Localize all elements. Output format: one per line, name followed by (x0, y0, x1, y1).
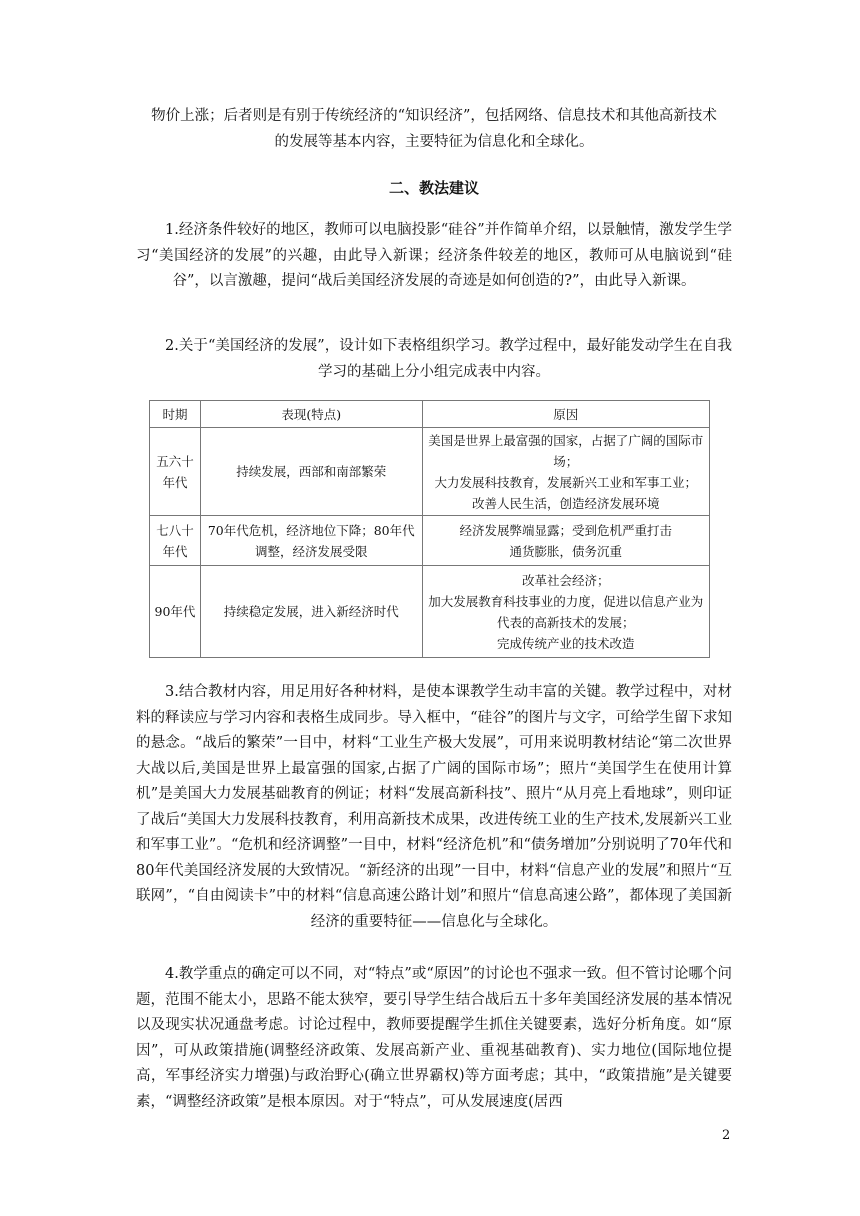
reason-line: 加大发展教育科技事业的力度，促进以信息产业为代表的高新技术的发展； (428, 593, 704, 630)
paragraph-2: 2.关于“美国经济的发展”，设计如下表格组织学习。教学过程中，最好能发动学生在自我学习的基础上分小组完成表中内容。 (165, 338, 732, 380)
economy-table (149, 400, 710, 658)
intro-line-1: 物价上涨；后者则是有别于传统经济的“知识经济”，包括网络、信息技术和其他高新技术 (151, 108, 717, 124)
reason-line: 经济发展弊端显露；受到危机严重打击 (459, 522, 673, 538)
header-reason: 原因 (422, 401, 709, 428)
table-row (150, 428, 710, 516)
section-title: 二、教法建议 (388, 179, 479, 197)
period-cell: 90年代 (150, 566, 201, 658)
paragraph-4: 4.教学重点的确定可以不同，对“特点”或“原因”的讨论也不强求一致。但不管讨论哪个问题，范围不能太小，思路不能太狭窄，要引导学生结合战后五十多年美国经济发展的基本情况以及现实状况通盘考虑。讨论过程中，教师要提醒学生抓住关键要素，选好分析角度。如“原因”，可从政策措施(调整经济政策、发展高新产业、重视基础教育)、实力地位(国际地位提高，军事经济实力增强)与政治野心(确立世界霸权)等方面考虑；其中，“政策措施”是关键要素，“调整经济政策”是根本原因。对于“特点”，可从发展速度(居西 (136, 966, 732, 1110)
reason-cell (422, 428, 709, 516)
intro-line-2: 的发展等基本内容，主要特征为信息化和全球化。 (274, 133, 594, 150)
paragraph-1: 1.经济条件较好的地区，教师可以电脑投影“硅谷”并作简单介绍，以景触情，激发学生学习“美国经济的发展”的兴趣，由此导入新课；经济条件较差的地区，教师可从电脑说到“硅谷”，以言激趣，提问“战后美国经济发展的奇迹是如何创造的?”，由此导入新课。 (136, 222, 732, 289)
period-cell: 七八十年代 (150, 516, 201, 566)
table-header-row (150, 401, 710, 428)
feature-cell: 70年代危机，经济地位下降；80年代调整，经济发展受限 (200, 516, 422, 566)
feature-cell: 持续发展，西部和南部繁荣 (200, 428, 422, 516)
reason-cell (422, 516, 709, 566)
feature-cell: 持续稳定发展，进入新经济时代 (200, 566, 422, 658)
reason-line: 大力发展科技教育，发展新兴工业和军事工业； (434, 474, 698, 490)
page-number: 2 (722, 1128, 731, 1143)
period-cell: 五六十年代 (150, 428, 201, 516)
header-feature: 表现(特点) (200, 401, 422, 428)
table-row (150, 566, 710, 658)
header-period: 时期 (150, 401, 201, 428)
paragraph-3: 3.结合教材内容，用足用好各种材料，是使本课教学生动丰富的关键。教学过程中，对材料的释读应与学习内容和表格生成同步。导入框中，“硅谷”的图片与文字，可给学生留下求知的悬念。“战后的繁荣”一目中，材料“工业生产极大发展”，可用来说明教材结论“第二次世界大战以后,美国是世界上最富强的国家,占据了广阔的国际市场”；照片“美国学生在使用计算机”是美国大力发展基础教育的例证；材料“发展高新科技”、照片“从月亮上看地球”，则印证了战后“美国大力发展科技教育，利用高新技术成果，改进传统工业的生产技术,发展新兴工业和军事工业”。“危机和经济调整”一目中，材料“经济危机”和“债务增加”分别说明了70年代和80年代美国经济发展的大致情况。“新经济的出现”一目中，材料“信息产业的发展”和照片“互联网”，“自由阅读卡”中的材料“信息高速公路计划”和照片“信息高速公路”，都体现了美国新经济的重要特征——信息化与全球化。 (136, 684, 732, 930)
intro-paragraph (136, 104, 732, 155)
reason-line: 完成传统产业的技术改造 (497, 635, 635, 651)
table-row (150, 516, 710, 566)
reason-line: 改革社会经济； (522, 572, 610, 588)
reason-line: 通货膨胀，债务沉重 (509, 543, 623, 559)
reason-line: 美国是世界上最富强的国家，占据了广阔的国际市场； (428, 432, 704, 469)
reason-cell (422, 566, 709, 658)
reason-line: 改善人民生活，创造经济发展环境 (472, 495, 660, 511)
